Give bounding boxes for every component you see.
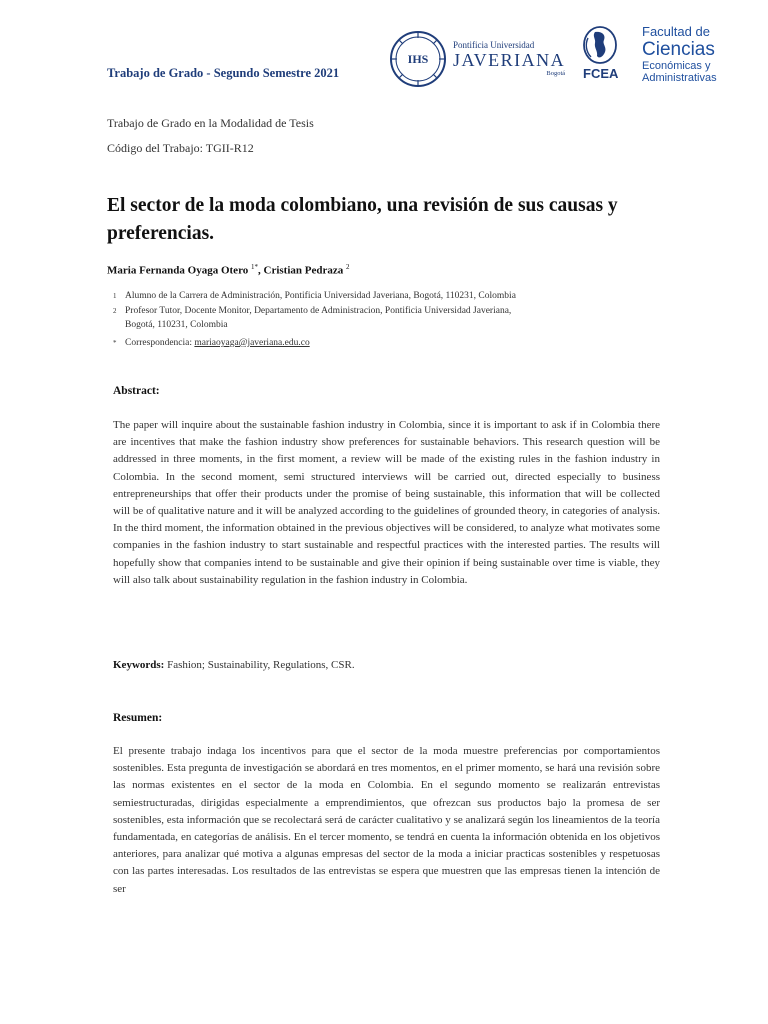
facultad-line1: Facultad de (642, 24, 710, 39)
affiliation-text: Profesor Tutor, Docente Monitor, Departamento de Administracion, Pontificia Universidad Javeriana, (125, 306, 512, 316)
javeriana-seal-icon (389, 30, 447, 88)
seal-lettering: IHS (407, 52, 429, 66)
author-1-name: Maria Fernanda Oyaga Otero (107, 264, 249, 277)
author-1-marks: 1* (251, 263, 258, 271)
author-2-marks: 2 (345, 263, 350, 271)
header-course-label: Trabajo de Grado - Segundo Semestre 2021 (107, 66, 340, 80)
javeriana-line1: Pontificia Universidad (453, 39, 535, 50)
work-code-line: Código del Trabajo: TGII-R12 (107, 141, 254, 155)
affiliation-2 (113, 304, 653, 332)
resumen-heading: Resumen: (113, 712, 163, 724)
keywords-label: Keywords: (113, 659, 165, 671)
correspondence-email-link[interactable]: mariaoyaga@javeriana.edu.co (194, 338, 310, 348)
affiliation-mark: 1 (113, 292, 117, 300)
affiliation-mark: * (113, 339, 117, 347)
abstract-heading: Abstract: (113, 385, 160, 397)
affiliation-correspondence (113, 336, 653, 350)
keywords-text: Fashion; Sustainability, Regulations, CSR. (164, 659, 355, 671)
affiliation-text-cont: Bogotá, 110231, Colombia (125, 320, 228, 330)
author-2-name: Cristian Pedraza (263, 264, 344, 277)
keywords-line (113, 659, 355, 671)
modality-line: Trabajo de Grado en la Modalidad de Tesis (107, 116, 314, 130)
facultad-logo-text (642, 25, 717, 84)
fcea-label: FCEA (583, 66, 619, 81)
globe-map-icon (580, 26, 620, 64)
facultad-line4: Administrativas (642, 72, 717, 84)
author-separator: , (258, 264, 264, 277)
correspondence-label: Correspondencia: (125, 338, 195, 348)
javeriana-line2: JAVERIANA (453, 49, 566, 70)
javeriana-city: Bogotá (546, 69, 566, 77)
affiliation-mark: 2 (113, 307, 117, 315)
affiliation-1 (113, 289, 653, 303)
javeriana-logo (389, 30, 565, 88)
resumen-body: El presente trabajo indaga los incentivos para que el sector de la moda muestre preferencias por comportamientos sostenibles. Esta pregunta de investigación se abordará en tres momentos, en el primer momento, se hará una revisión sobre las normas existentes en el sector de la moda en Colombia. En el segundo momento se realizarán entrevistas semiestructuradas, dirigidas especialmente a emprendimientos, que ofrezcan sus productos bajo la promesa de ser sostenibles, esta información que se recolectará será de carácter cualitativo y se analizará según los lineamientos de la teoría fundamentada, en categorías de análisis. En el tercer momento, se tendrá en cuenta la información obtenida en los objetivos anteriores, para analizar qué motiva a algunas empresas del sector de la moda a iniciar practicas sostenibles y respetuosas con las partes interesadas. Los resultados de las entrevistas se espera que muestren que las empresas tienen la intención de ser (113, 745, 660, 895)
facultad-line3: Económicas y (642, 60, 711, 72)
author-line (107, 263, 349, 277)
paper-title: El sector de la moda colombiano, una revisión de sus causas y preferencias. (107, 195, 618, 244)
affiliation-text: Alumno de la Carrera de Administración, Pontificia Universidad Javeriana, Bogotá, 110231, Colombia (125, 291, 516, 301)
facultad-line2: Ciencias (642, 39, 715, 60)
abstract-body: The paper will inquire about the sustainable fashion industry in Colombia, since it is important to ask if in Colombia there are incentives that make the fashion industry show preferences for sustainable behaviors. This research question will be addressed in three moments, in the first moment, a review will be made of the existing rules in the fashion industry in Colombia. In the second moment, semi structured interviews will be carried out, directed especially to business entrepreneurships that offer their products under the promise of being sustainable, this information that will be collected will be of qualitative nature and it will be analyzed according to the guidelines of grounded theory, in categories of analysis. In the third moment, the information obtained in the previous objectives will be considered, to analyze what motivates some companies in the fashion industry to start sustainable and respectful practices with the interested parties. The results will hopefully show that companies intend to be sustainable and give their opinion if being sustainable over time is viable, they will also talk about sustainability regulation in the fashion industry in Colombia. (113, 419, 660, 586)
